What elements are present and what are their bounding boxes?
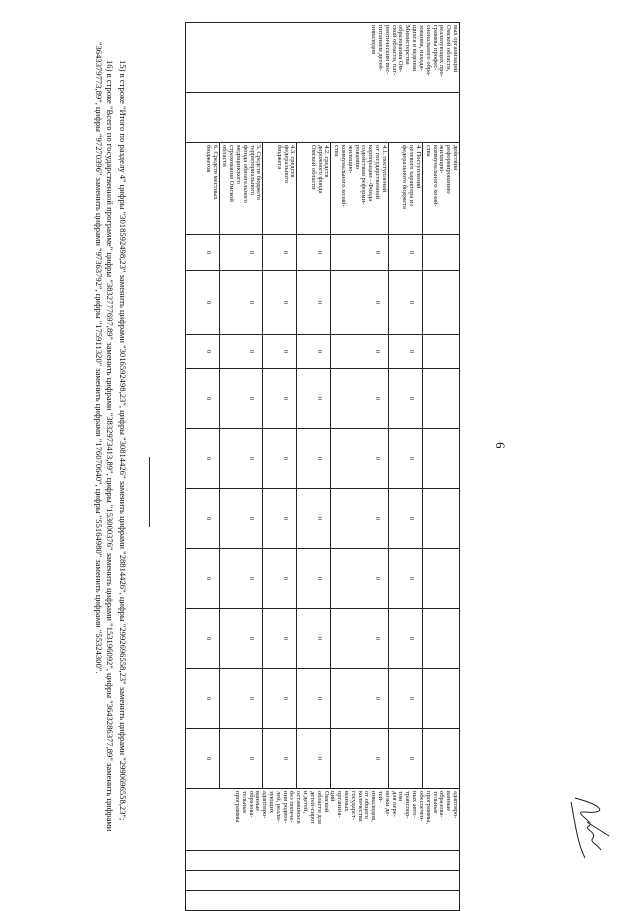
value-cell: 0 (219, 271, 263, 335)
value-cell: 0 (219, 669, 263, 729)
value-cell: 0 (185, 549, 219, 609)
value-cell: 0 (297, 729, 331, 789)
value-cell: 0 (219, 549, 263, 609)
funding-source-cell: 6. Средств местных бюджетов (185, 143, 219, 235)
funding-source-cell: 4.1. поступлений от государственной корпорации - Фонда содействия реформи- рованию жилищно- коммунального хозяй- ства (331, 143, 389, 235)
funding-source-cell: действия реформированию жилищно- коммунального хозяй- ства (422, 143, 459, 235)
table-row (297, 23, 331, 911)
empty-cell (185, 891, 459, 911)
note-16: 16) в строке "Всего по государственной программе" цифры "3832777697,89" заменить цифрами "3832973413,89", цифры "153000376" заменить цифрами "153196092", цифры "3643286377,89" заменить цифрами "3643379773,89", цифры "97270396" заменить цифрами "97363792", цифры "175911320" заменить цифрами "176070640", цифры "55164980" заменить цифрами "55324300". (93, 42, 116, 832)
value-cell: 0 (263, 489, 297, 549)
value-cell: 0 (297, 489, 331, 549)
value-cell: 0 (331, 271, 389, 335)
value-cell: 0 (185, 271, 219, 335)
value-cell: 0 (297, 335, 331, 369)
rotated-page-content (10, 2, 630, 902)
table-row (388, 23, 422, 911)
value-cell: 0 (388, 549, 422, 609)
funding-source-cell: 4.2. средств дорожного фонда Омской области (297, 143, 331, 235)
table-row (219, 23, 263, 911)
value-cell: 0 (388, 729, 422, 789)
page-number: 6 (493, 442, 508, 449)
value-cell: 0 (219, 609, 263, 669)
value-cell: 0 (297, 549, 331, 609)
note-15: 15) в строке "Итого по разделу 4" цифры "3018592498,23" заменить цифрами "3016592498,23", цифры "30814426" заменить цифрами "28814426", цифры "2992696558,23" заменить цифрами "2990696558,23"; (118, 60, 128, 821)
value-cell: 0 (388, 669, 422, 729)
value-cell: 0 (263, 549, 297, 609)
value-cell: 0 (185, 669, 219, 729)
value-cell: 0 (219, 489, 263, 549)
value-cell: 0 (331, 489, 389, 549)
value-cell (422, 335, 459, 369)
org-description-cell: вых организаций Омской области, реализующих про- граммы профес- сионального обра- зования, находя- щихся в ведении Министерства образования Ом- ской области, пат- риотическим вос- питанием детей- инвалидов (185, 23, 459, 93)
value-cell: 0 (219, 335, 263, 369)
funding-source-cell: 4. Поступлений целевого характера из федерального бюджета (388, 143, 422, 235)
value-cell: 0 (185, 429, 219, 489)
value-cell: 0 (263, 429, 297, 489)
table-row (331, 23, 389, 911)
indicator-description-cell: адаптиро- ванные образова- тельные программы, обеспечен- ных авто- транспор- том для пере- возки де- тей- инвалидов, от общего количества государст- венных организа- ций Омской области для детей-сирот и детей, оставшихся без попече- ния родите- лей, реали- зующих адаптиро- ванные образова- тельные программы (185, 789, 459, 851)
value-cell (422, 271, 459, 335)
value-cell: 0 (263, 335, 297, 369)
value-cell: 0 (219, 235, 263, 271)
value-cell (422, 669, 459, 729)
value-cell: 0 (185, 489, 219, 549)
funding-source-cell: 5. Средств бюджета территориального фонда обязательного медицинского страхования Омской области (219, 143, 263, 235)
value-cell: 0 (331, 609, 389, 669)
funding-source-cell: 4.3. средств федерального бюджета (263, 143, 297, 235)
value-cell: 0 (185, 729, 219, 789)
value-cell: 0 (185, 609, 219, 669)
value-cell: 0 (388, 369, 422, 429)
value-cell: 0 (331, 335, 389, 369)
value-cell: 0 (331, 429, 389, 489)
value-cell (422, 489, 459, 549)
table-row (185, 23, 219, 911)
value-cell: 0 (331, 549, 389, 609)
value-cell: 0 (297, 669, 331, 729)
signature-image (559, 792, 615, 862)
value-cell (422, 729, 459, 789)
value-cell: 0 (297, 429, 331, 489)
value-cell: 0 (388, 235, 422, 271)
value-cell: 0 (388, 609, 422, 669)
value-cell: 0 (263, 729, 297, 789)
value-cell: 0 (331, 729, 389, 789)
value-cell: 0 (263, 369, 297, 429)
value-cell (422, 549, 459, 609)
value-cell: 0 (388, 271, 422, 335)
value-cell: 0 (388, 429, 422, 489)
value-cell: 0 (185, 235, 219, 271)
value-cell: 0 (185, 369, 219, 429)
separator-line (149, 457, 150, 527)
value-cell (422, 235, 459, 271)
value-cell: 0 (263, 271, 297, 335)
value-cell: 0 (263, 235, 297, 271)
value-cell: 0 (219, 369, 263, 429)
table-row (422, 23, 459, 911)
value-cell: 0 (331, 669, 389, 729)
value-cell: 0 (219, 729, 263, 789)
value-cell (422, 609, 459, 669)
value-cell: 0 (185, 335, 219, 369)
amendment-notes (91, 42, 128, 872)
value-cell: 0 (297, 235, 331, 271)
value-cell: 0 (263, 609, 297, 669)
value-cell: 0 (331, 235, 389, 271)
empty-cell (185, 871, 459, 891)
value-cell: 0 (331, 369, 389, 429)
value-cell: 0 (297, 369, 331, 429)
value-cell (422, 369, 459, 429)
value-cell: 0 (297, 271, 331, 335)
value-cell: 0 (219, 429, 263, 489)
value-cell: 0 (263, 669, 297, 729)
value-cell: 0 (297, 609, 331, 669)
value-cell (422, 429, 459, 489)
value-cell: 0 (388, 489, 422, 549)
value-cell: 0 (388, 335, 422, 369)
empty-cell (185, 93, 459, 143)
empty-cell (185, 851, 459, 871)
table-row (263, 23, 297, 911)
budget-table (185, 22, 460, 911)
